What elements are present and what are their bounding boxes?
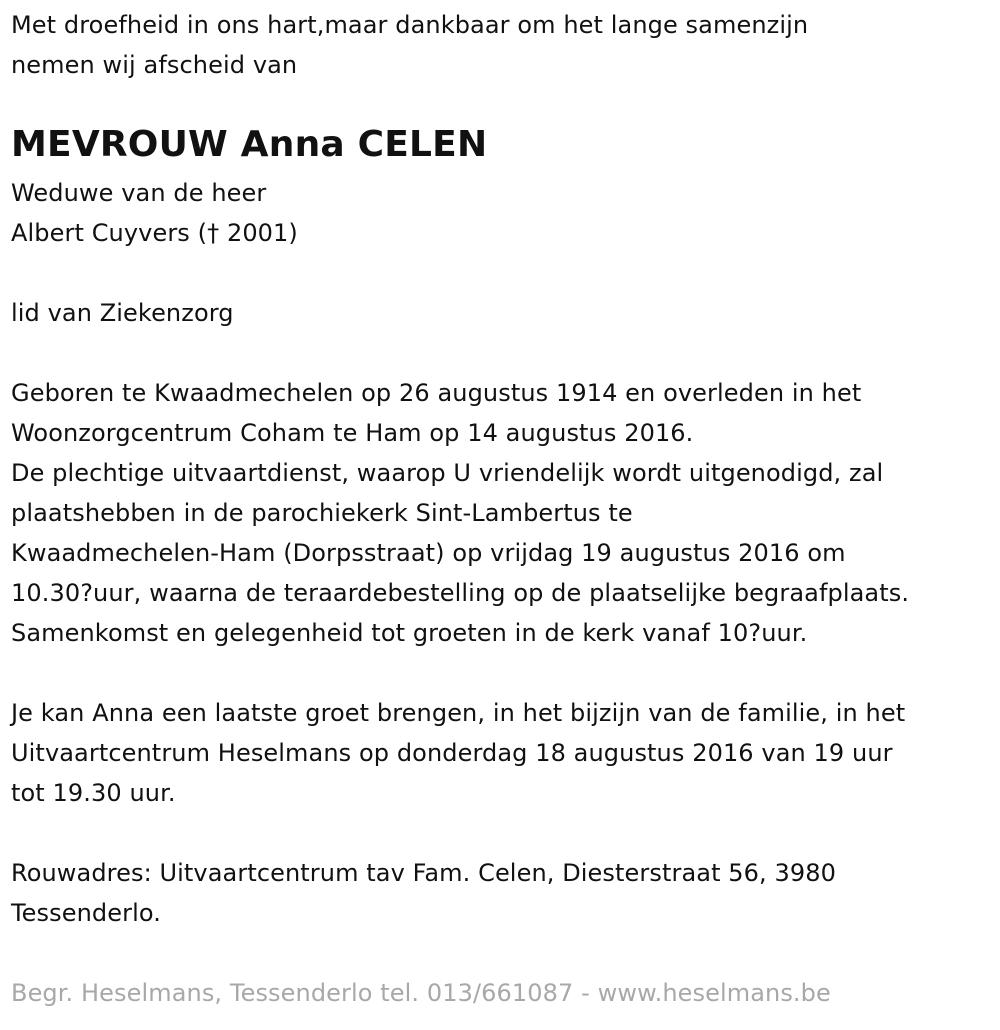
announcement-line: Samenkomst en gelegenheid tot groeten in de kerk vanaf 10?uur. bbox=[11, 619, 808, 647]
widow-death-year: 2001) bbox=[219, 219, 298, 247]
funeral-home-footer: Begr. Heselmans, Tessenderlo tel. 013/661087 - www.heselmans.be bbox=[11, 979, 831, 1007]
widow-line-2 bbox=[11, 213, 298, 253]
address-line: Tessenderlo. bbox=[11, 899, 161, 927]
visitation-line: Je kan Anna een laatste groet brengen, in het bijzijn van de familie, in het bbox=[11, 699, 906, 727]
intro-line-2: nemen wij afscheid van bbox=[11, 51, 298, 79]
visitation-paragraph bbox=[11, 693, 905, 813]
announcement-line: Kwaadmechelen-Ham (Dorpsstraat) op vrijdag 19 augustus 2016 om bbox=[11, 539, 846, 567]
deceased-name: MEVROUW Anna CELEN bbox=[11, 124, 488, 165]
announcement-line: De plechtige uitvaartdienst, waarop U vriendelijk wordt uitgenodigd, zal bbox=[11, 459, 884, 487]
membership-line: lid van Ziekenzorg bbox=[11, 299, 234, 327]
widow-spouse-name: Albert Cuyvers ( bbox=[11, 219, 208, 247]
announcement-paragraph bbox=[11, 373, 909, 653]
cross-icon: † bbox=[207, 219, 220, 247]
announcement-line: Geboren te Kwaadmechelen op 26 augustus 1914 en overleden in het bbox=[11, 379, 862, 407]
announcement-line: 10.30?uur, waarna de teraardebestelling op de plaatselijke begraafplaats. bbox=[11, 579, 910, 607]
intro-line-1: Met droefheid in ons hart,maar dankbaar om het lange samenzijn bbox=[11, 11, 809, 39]
address-line: Rouwadres: Uitvaartcentrum tav Fam. Celen, Diesterstraat 56, 3980 bbox=[11, 859, 836, 887]
visitation-line: tot 19.30 uur. bbox=[11, 779, 176, 807]
widow-line-1: Weduwe van de heer bbox=[11, 179, 267, 207]
address-paragraph bbox=[11, 853, 836, 933]
announcement-line: plaatshebben in de parochiekerk Sint-Lambertus te bbox=[11, 499, 633, 527]
announcement-line: Woonzorgcentrum Coham te Ham op 14 augustus 2016. bbox=[11, 419, 694, 447]
visitation-line: Uitvaartcentrum Heselmans op donderdag 18 augustus 2016 van 19 uur bbox=[11, 739, 893, 767]
